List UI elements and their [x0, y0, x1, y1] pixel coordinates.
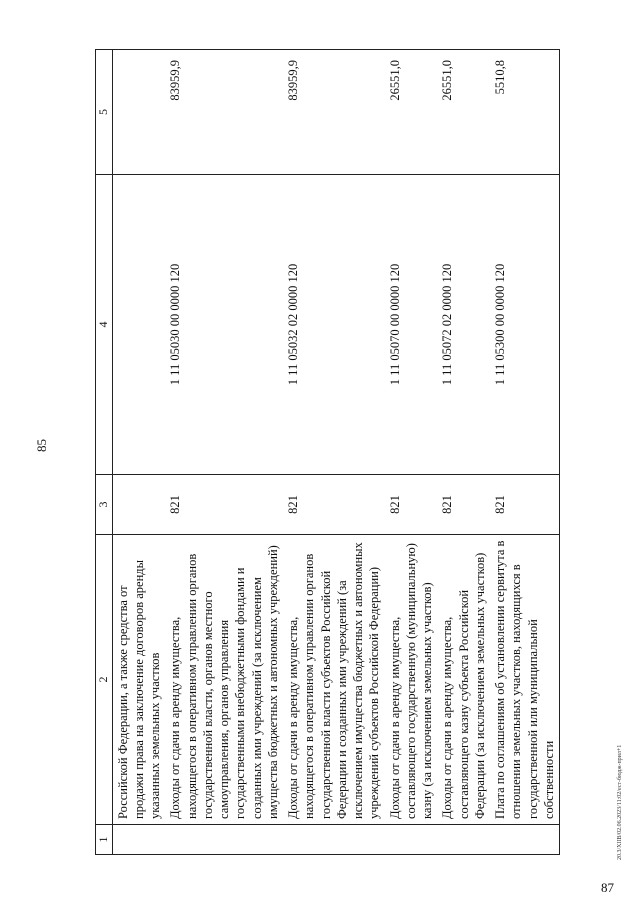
admin-code-cell: 821: [165, 475, 283, 535]
kbk-code-cell: 1 11 05072 02 0000 120: [437, 175, 490, 475]
header-col-3: 3: [96, 475, 113, 535]
kbk-code-cell: 1 11 05070 00 0000 120: [385, 175, 438, 475]
row-number-cell: [490, 825, 560, 855]
table-row: [385, 50, 438, 855]
revenue-name-cell: Плата по соглашениям об установлении сервитута в отношении земельных участков, находящихся в государственной или муниципальной собственности: [490, 535, 560, 825]
table-header-row: [96, 50, 113, 855]
row-number-cell: [283, 825, 385, 855]
admin-code-cell: 821: [437, 475, 490, 535]
amount-cell: 26551,0: [437, 50, 490, 175]
row-number-cell: [385, 825, 438, 855]
table-row: [283, 50, 385, 855]
admin-code-cell: [112, 475, 165, 535]
header-col-2: 2: [96, 535, 113, 825]
rotated-table-container: [95, 50, 595, 855]
row-number-cell: [112, 825, 165, 855]
admin-code-cell: 821: [490, 475, 560, 535]
admin-code-cell: 821: [283, 475, 385, 535]
page-number-bottom: 87: [601, 880, 614, 895]
revenue-table: [95, 49, 560, 855]
amount-cell: [112, 50, 165, 175]
kbk-code-cell: 1 11 05032 02 0000 120: [283, 175, 385, 475]
amount-cell: 5510,8: [490, 50, 560, 175]
header-col-4: 4: [96, 175, 113, 475]
header-col-5: 5: [96, 50, 113, 175]
table-row: [112, 50, 165, 855]
row-number-cell: [437, 825, 490, 855]
revenue-name-cell: Доходы от сдачи в аренду имущества, составляющего государственную (муниципальную) казну (за исключением земельных участков): [385, 535, 438, 825]
table-row: [165, 50, 283, 855]
revenue-name-cell: Доходы от сдачи в аренду имущества, составляющего казну субъекта Российской Федерации (за исключением земельных участков): [437, 535, 490, 825]
table-row: [490, 50, 560, 855]
kbk-code-cell: 1 11 05300 00 0000 120: [490, 175, 560, 475]
revenue-name-cell: Доходы от сдачи в аренду имущества, находящегося в оперативном управлении органов государственной власти субъектов Российской Федерации и созданных ими учреждений (за исключением имущества бюджетных и автономных учреждений субъектов Российской Федерации): [283, 535, 385, 825]
header-col-1: 1: [96, 825, 113, 855]
kbk-code-cell: [112, 175, 165, 475]
amount-cell: 83959,9: [283, 50, 385, 175]
amount-cell: 26551,0: [385, 50, 438, 175]
amount-cell: 83959,9: [165, 50, 283, 175]
kbk-code-cell: 1 11 05030 00 0000 120: [165, 175, 283, 475]
revenue-name-cell: Российской Федерации, а также средства от продажи права на заключение договоров аренды указанных земельных участков: [112, 535, 165, 825]
revenue-name-cell: Доходы от сдачи в аренду имущества, находящегося в оперативном управлении органов государственной власти, органов местного самоуправления, органов управления государственными внебюджетными фондами и созданных ими учреждений (за исключением имущества бюджетных и автономных учреждений): [165, 535, 283, 825]
row-number-cell: [165, 825, 283, 855]
table-row: [437, 50, 490, 855]
page-number-top: 85: [34, 439, 49, 452]
admin-code-cell: 821: [385, 475, 438, 535]
document-stamp: 20.3/ХIIВ/02.06.2023/11:02/ест-бюдж-прил+1: [617, 744, 623, 860]
